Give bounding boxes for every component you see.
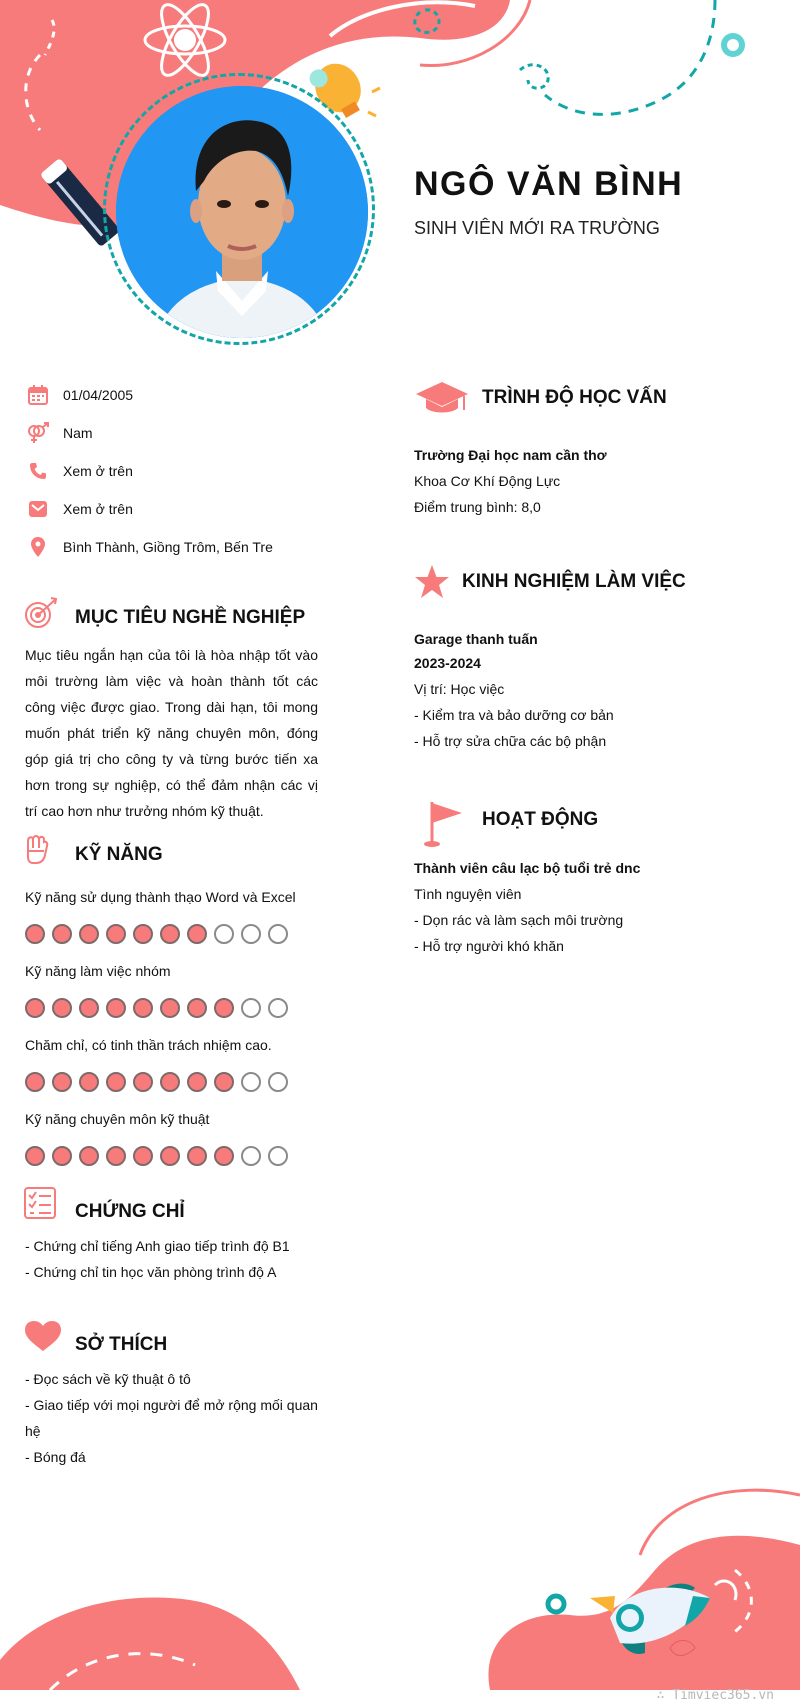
experience-company: Garage thanh tuấn [414, 631, 538, 647]
fist-icon [24, 833, 54, 867]
objective-title: MỤC TIÊU NGHỀ NGHIỆP [75, 607, 306, 628]
education-faculty: Khoa Cơ Khí Động Lực [414, 473, 561, 489]
skill-label: Kỹ năng làm việc nhóm [25, 963, 171, 979]
heart-icon [24, 1320, 62, 1354]
rating-dot-filled [52, 998, 72, 1018]
rating-dot-filled [133, 1146, 153, 1166]
certificate-item: - Chứng chỉ tin học văn phòng trình độ A [25, 1264, 277, 1280]
email-icon [26, 497, 50, 521]
graduation-cap-icon [414, 380, 470, 416]
atom-icon [140, 2, 230, 82]
contact-phone: Xem ở trên [26, 459, 356, 483]
calendar-icon [26, 383, 50, 407]
skill-label: Kỹ năng sử dụng thành thạo Word và Excel [25, 889, 296, 905]
skills-title: KỸ NĂNG [75, 844, 163, 865]
rating-dot-filled [133, 924, 153, 944]
hobby-item: - Đọc sách về kỹ thuật ô tô [25, 1371, 191, 1387]
hobby-item: - Giao tiếp với mọi người để mở rộng mối quan hệ [25, 1397, 318, 1439]
rating-dot-filled [214, 998, 234, 1018]
activity-task: - Hỗ trợ người khó khăn [414, 938, 564, 954]
skill-rating [25, 1072, 288, 1092]
contact-email: Xem ở trên [26, 497, 356, 521]
skill-rating [25, 998, 288, 1018]
rating-dot-filled [52, 1146, 72, 1166]
candidate-name: NGÔ VĂN BÌNH [414, 165, 684, 203]
skill-label: Kỹ năng chuyên môn kỹ thuật [25, 1111, 210, 1127]
experience-task: - Hỗ trợ sửa chữa các bộ phận [414, 733, 607, 749]
rating-dot-empty [241, 1072, 261, 1092]
education-title: TRÌNH ĐỘ HỌC VẤN [482, 387, 667, 408]
rating-dot-empty [241, 924, 261, 944]
phone-icon [26, 459, 50, 483]
rating-dot-filled [25, 1146, 45, 1166]
star-icon [414, 564, 452, 602]
profile-photo [116, 86, 368, 338]
rating-dot-filled [160, 1146, 180, 1166]
hobby-item: - Bóng đá [25, 1449, 86, 1465]
objective-text: Mục tiêu ngắn hạn của tôi là hòa nhập tốt vào môi trường làm việc và hoàn thành tốt các công việc được giao. Trong dài hạn, tôi mong muốn phát triển kỹ năng chuyên môn, đóng góp giá trị cho công ty và từng bước tiến xa hơn trong sự nghiệp, có thể đảm nhận các vị trí cao hơn như trưởng nhóm kỹ thuật. [25, 647, 318, 819]
activity-role: Tình nguyện viên [414, 886, 522, 902]
rating-dot-filled [214, 1146, 234, 1166]
rating-dot-filled [79, 1146, 99, 1166]
rating-dot-filled [133, 1072, 153, 1092]
experience-title: KINH NGHIỆM LÀM VIỆC [462, 571, 686, 592]
skill-rating [25, 1146, 288, 1166]
rating-dot-filled [133, 998, 153, 1018]
experience-position: Vị trí: Học việc [414, 681, 505, 697]
target-icon [24, 596, 60, 630]
rating-dot-empty [268, 1072, 288, 1092]
rating-dot-filled [160, 998, 180, 1018]
contact-gender: Nam [26, 421, 356, 445]
rating-dot-filled [160, 924, 180, 944]
certificates-title: CHỨNG CHỈ [75, 1201, 185, 1222]
rating-dot-filled [79, 924, 99, 944]
hobbies-title: SỞ THÍCH [75, 1334, 168, 1355]
rating-dot-empty [268, 924, 288, 944]
rating-dot-filled [160, 1072, 180, 1092]
rating-dot-filled [25, 924, 45, 944]
rating-dot-filled [25, 998, 45, 1018]
checklist-icon [24, 1187, 56, 1221]
rating-dot-filled [25, 1072, 45, 1092]
skill-label: Chăm chỉ, có tinh thần trách nhiệm cao. [25, 1037, 272, 1053]
experience-task: - Kiểm tra và bảo dưỡng cơ bản [414, 707, 614, 723]
activity-task: - Dọn rác và làm sạch môi trường [414, 912, 624, 928]
rating-dot-filled [52, 924, 72, 944]
certificate-item: - Chứng chỉ tiếng Anh giao tiếp trình độ B1 [25, 1238, 290, 1254]
rating-dot-filled [106, 924, 126, 944]
rating-dot-filled [79, 998, 99, 1018]
rating-dot-empty [241, 1146, 261, 1166]
rating-dot-filled [187, 1146, 207, 1166]
rating-dot-empty [241, 998, 261, 1018]
rating-dot-filled [214, 1072, 234, 1092]
rating-dot-empty [268, 1146, 288, 1166]
rating-dot-filled [106, 1146, 126, 1166]
gender-icon [26, 421, 50, 445]
flag-icon [420, 798, 464, 848]
watermark: ∴ Timviec365.vn [656, 1688, 774, 1703]
rating-dot-empty [214, 924, 234, 944]
rating-dot-filled [79, 1072, 99, 1092]
rating-dot-filled [106, 998, 126, 1018]
rating-dot-filled [106, 1072, 126, 1092]
candidate-role: SINH VIÊN MỚI RA TRƯỜNG [414, 218, 660, 238]
rocket-icon [585, 1568, 720, 1668]
rating-dot-filled [52, 1072, 72, 1092]
location-pin-icon [26, 535, 50, 559]
rating-dot-filled [187, 998, 207, 1018]
skill-rating [25, 924, 288, 944]
education-school: Trường Đại học nam cần thơ [414, 447, 607, 463]
contact-address: Bình Thành, Giồng Trôm, Bến Tre [26, 535, 356, 559]
rating-dot-filled [187, 924, 207, 944]
education-gpa: Điểm trung bình: 8,0 [414, 499, 541, 515]
rating-dot-filled [187, 1072, 207, 1092]
contact-birthdate: 01/04/2005 [26, 383, 356, 407]
activities-title: HOẠT ĐỘNG [482, 809, 599, 830]
experience-period: 2023-2024 [414, 655, 481, 671]
activity-org: Thành viên câu lạc bộ tuổi trẻ dnc [414, 860, 641, 876]
rating-dot-empty [268, 998, 288, 1018]
